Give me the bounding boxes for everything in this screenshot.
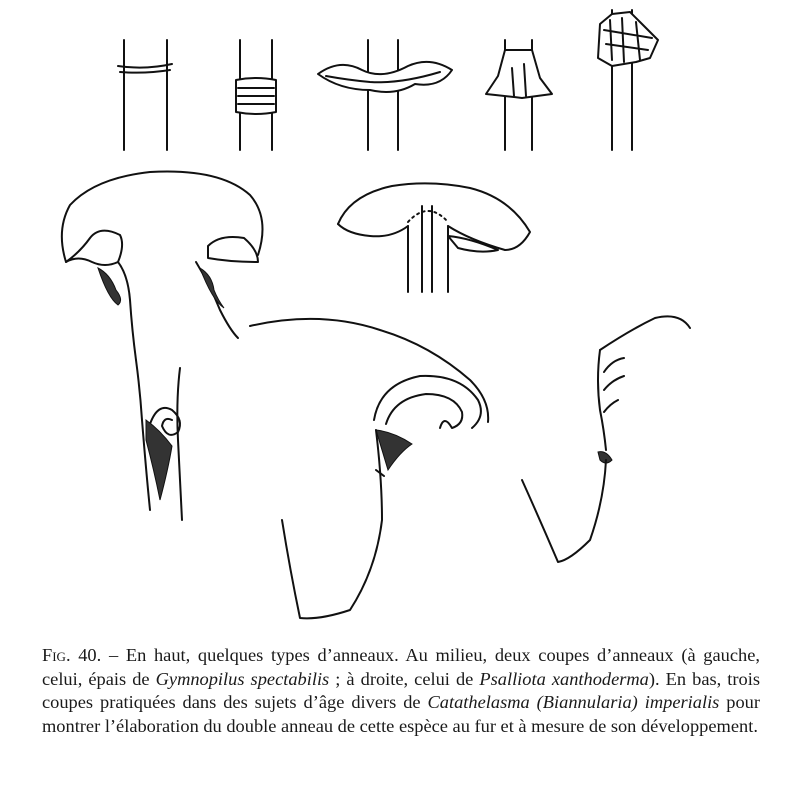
section-catathelasma-1 xyxy=(136,360,182,520)
section-catathelasma-2 xyxy=(250,319,488,618)
figure-caption xyxy=(42,644,760,738)
section-catathelasma-3 xyxy=(522,316,690,562)
caption-text-3: ). En bas, trois coupes pratiquées dans des sujets d’âge divers de xyxy=(42,668,760,712)
ring-type-1 xyxy=(118,40,172,150)
caption-dash: – xyxy=(108,645,119,665)
caption-text-1: En haut, quelques types d’anneaux. Au milieu, deux coupes d’anneaux (à gauche, celui, épais de xyxy=(42,645,760,689)
ring-type-4 xyxy=(486,40,552,150)
figure-label: Fig. 40. xyxy=(42,645,102,665)
species-catathelasma: Catathelasma (Biannularia) imperialis xyxy=(427,692,720,712)
species-gymnopilus: Gymnopilus spectabilis xyxy=(155,668,330,689)
section-psalliota xyxy=(338,183,530,292)
section-gymnopilus xyxy=(62,171,263,360)
species-psalliota: Psalliota xanthoderma xyxy=(479,668,649,689)
caption-text-4: pour montrer l’élaboration du double anneau de cette espèce au fur et à mesure de son développement. xyxy=(42,692,761,736)
ring-type-5 xyxy=(598,10,658,150)
ring-type-2 xyxy=(236,40,276,150)
ring-type-3 xyxy=(318,40,452,150)
caption-text-2: ; à droite, celui de xyxy=(329,668,480,689)
